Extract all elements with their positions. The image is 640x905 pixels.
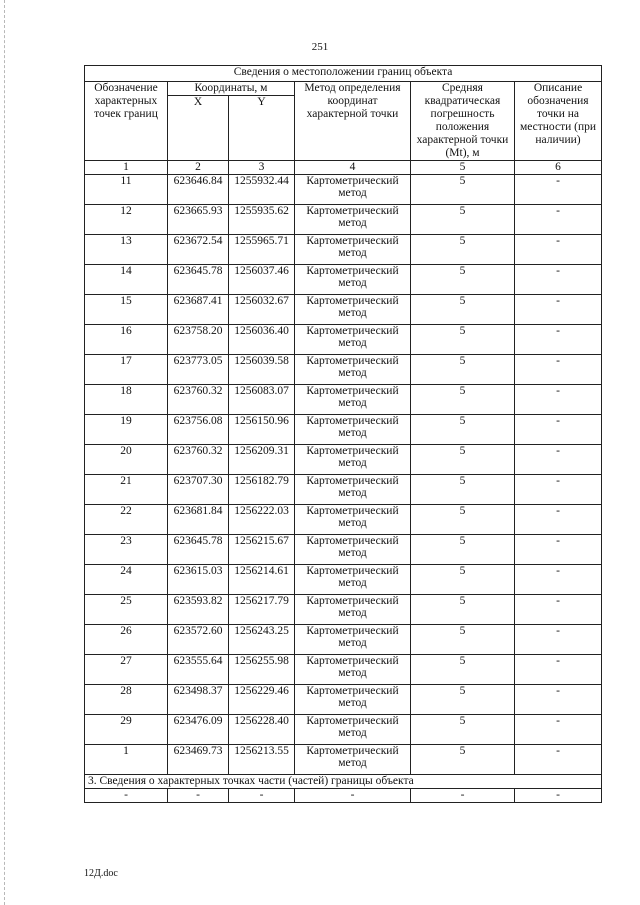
column-number: 2 (168, 161, 229, 175)
error-cell: 5 (411, 745, 515, 775)
x-coordinate-cell: 623645.78 (168, 535, 229, 565)
method-cell: Картометрический метод (295, 625, 411, 655)
error-cell: 5 (411, 595, 515, 625)
y-coordinate-cell: 1256032.67 (229, 295, 295, 325)
x-coordinate-cell: 623572.60 (168, 625, 229, 655)
error-cell: 5 (411, 175, 515, 205)
y-coordinate-cell: 1256213.55 (229, 745, 295, 775)
method-cell: Картометрический метод (295, 385, 411, 415)
error-cell: 5 (411, 535, 515, 565)
section3-cell: - (515, 789, 602, 803)
x-coordinate-cell: 623707.30 (168, 475, 229, 505)
y-coordinate-cell: 1256222.03 (229, 505, 295, 535)
error-cell: 5 (411, 475, 515, 505)
description-cell: - (515, 715, 602, 745)
section3-cell: - (411, 789, 515, 803)
table-row (85, 205, 602, 235)
description-cell: - (515, 295, 602, 325)
method-cell: Картометрический метод (295, 715, 411, 745)
y-coordinate-cell: 1256217.79 (229, 595, 295, 625)
method-cell: Картометрический метод (295, 505, 411, 535)
y-coordinate-cell: 1256083.07 (229, 385, 295, 415)
error-cell: 5 (411, 685, 515, 715)
table-row (85, 655, 602, 685)
error-cell: 5 (411, 415, 515, 445)
method-cell: Картометрический метод (295, 685, 411, 715)
header-method: Метод определения координат характерной точки (295, 82, 411, 161)
point-cell: 28 (85, 685, 168, 715)
method-cell: Картометрический метод (295, 595, 411, 625)
point-cell: 14 (85, 265, 168, 295)
method-cell: Картометрический метод (295, 535, 411, 565)
x-coordinate-cell: 623498.37 (168, 685, 229, 715)
table-row (85, 745, 602, 775)
x-coordinate-cell: 623672.54 (168, 235, 229, 265)
x-coordinate-cell: 623469.73 (168, 745, 229, 775)
column-number-row (85, 161, 602, 175)
description-cell: - (515, 445, 602, 475)
method-cell: Картометрический метод (295, 175, 411, 205)
x-coordinate-cell: 623645.78 (168, 265, 229, 295)
table-row (85, 475, 602, 505)
table-row (85, 505, 602, 535)
table-title: Сведения о местоположении границ объекта (85, 66, 602, 82)
point-cell: 13 (85, 235, 168, 265)
method-cell: Картометрический метод (295, 655, 411, 685)
header-description: Описание обозначения точки на местности (при наличии) (515, 82, 602, 161)
x-coordinate-cell: 623687.41 (168, 295, 229, 325)
section3-title: 3. Сведения о характерных точках части (частей) границы объекта (85, 775, 602, 789)
table-row (85, 175, 602, 205)
method-cell: Картометрический метод (295, 745, 411, 775)
header-coordinates: Координаты, м (168, 82, 295, 96)
description-cell: - (515, 415, 602, 445)
method-cell: Картометрический метод (295, 325, 411, 355)
section3-cell: - (168, 789, 229, 803)
header-point: Обозначение характерных точек границ (85, 82, 168, 161)
x-coordinate-cell: 623758.20 (168, 325, 229, 355)
y-coordinate-cell: 1256214.61 (229, 565, 295, 595)
point-cell: 24 (85, 565, 168, 595)
x-coordinate-cell: 623593.82 (168, 595, 229, 625)
method-cell: Картометрический метод (295, 415, 411, 445)
point-cell: 18 (85, 385, 168, 415)
error-cell: 5 (411, 655, 515, 685)
y-coordinate-cell: 1256039.58 (229, 355, 295, 385)
table-row (85, 715, 602, 745)
section3-cell: - (295, 789, 411, 803)
section3-row (85, 789, 602, 803)
y-coordinate-cell: 1256229.46 (229, 685, 295, 715)
y-coordinate-cell: 1256255.98 (229, 655, 295, 685)
x-coordinate-cell: 623681.84 (168, 505, 229, 535)
scan-edge-line (4, 0, 6, 905)
error-cell: 5 (411, 325, 515, 355)
error-cell: 5 (411, 625, 515, 655)
header-y: Y (229, 96, 295, 161)
description-cell: - (515, 325, 602, 355)
error-cell: 5 (411, 565, 515, 595)
section3-cell: - (85, 789, 168, 803)
table-row (85, 565, 602, 595)
y-coordinate-cell: 1255932.44 (229, 175, 295, 205)
table-row (85, 535, 602, 565)
header-x: X (168, 96, 229, 161)
y-coordinate-cell: 1256215.67 (229, 535, 295, 565)
x-coordinate-cell: 623665.93 (168, 205, 229, 235)
description-cell: - (515, 655, 602, 685)
page-number: 251 (311, 41, 329, 53)
point-cell: 15 (85, 295, 168, 325)
y-coordinate-cell: 1255965.71 (229, 235, 295, 265)
description-cell: - (515, 205, 602, 235)
y-coordinate-cell: 1256209.31 (229, 445, 295, 475)
table-row (85, 685, 602, 715)
point-cell: 20 (85, 445, 168, 475)
method-cell: Картометрический метод (295, 205, 411, 235)
description-cell: - (515, 265, 602, 295)
header-row (85, 82, 602, 96)
section3-cell: - (229, 789, 295, 803)
description-cell: - (515, 625, 602, 655)
column-number: 1 (85, 161, 168, 175)
table-row (85, 385, 602, 415)
x-coordinate-cell: 623760.32 (168, 385, 229, 415)
table-row (85, 295, 602, 325)
description-cell: - (515, 175, 602, 205)
column-number: 5 (411, 161, 515, 175)
method-cell: Картометрический метод (295, 355, 411, 385)
point-cell: 29 (85, 715, 168, 745)
table-row (85, 595, 602, 625)
x-coordinate-cell: 623555.64 (168, 655, 229, 685)
error-cell: 5 (411, 205, 515, 235)
description-cell: - (515, 235, 602, 265)
table-row (85, 445, 602, 475)
y-coordinate-cell: 1256036.40 (229, 325, 295, 355)
method-cell: Картометрический метод (295, 445, 411, 475)
description-cell: - (515, 745, 602, 775)
y-coordinate-cell: 1256243.25 (229, 625, 295, 655)
error-cell: 5 (411, 295, 515, 325)
column-number: 6 (515, 161, 602, 175)
point-cell: 21 (85, 475, 168, 505)
table-row (85, 355, 602, 385)
description-cell: - (515, 535, 602, 565)
description-cell: - (515, 505, 602, 535)
y-coordinate-cell: 1256150.96 (229, 415, 295, 445)
table-title-row (85, 66, 602, 82)
y-coordinate-cell: 1256228.40 (229, 715, 295, 745)
description-cell: - (515, 355, 602, 385)
point-cell: 27 (85, 655, 168, 685)
point-cell: 23 (85, 535, 168, 565)
error-cell: 5 (411, 715, 515, 745)
method-cell: Картометрический метод (295, 475, 411, 505)
point-cell: 12 (85, 205, 168, 235)
method-cell: Картометрический метод (295, 235, 411, 265)
point-cell: 22 (85, 505, 168, 535)
table-row (85, 415, 602, 445)
point-cell: 25 (85, 595, 168, 625)
header-error: Средняя квадратическая погрешность положения характерной точки (Mt), м (411, 82, 515, 161)
section3-title-row (85, 775, 602, 789)
y-coordinate-cell: 1255935.62 (229, 205, 295, 235)
y-coordinate-cell: 1256037.46 (229, 265, 295, 295)
method-cell: Картометрический метод (295, 295, 411, 325)
description-cell: - (515, 385, 602, 415)
x-coordinate-cell: 623756.08 (168, 415, 229, 445)
y-coordinate-cell: 1256182.79 (229, 475, 295, 505)
x-coordinate-cell: 623773.05 (168, 355, 229, 385)
column-number: 3 (229, 161, 295, 175)
method-cell: Картометрический метод (295, 265, 411, 295)
error-cell: 5 (411, 385, 515, 415)
point-cell: 17 (85, 355, 168, 385)
point-cell: 16 (85, 325, 168, 355)
table-row (85, 625, 602, 655)
point-cell: 26 (85, 625, 168, 655)
x-coordinate-cell: 623760.32 (168, 445, 229, 475)
point-cell: 11 (85, 175, 168, 205)
error-cell: 5 (411, 355, 515, 385)
error-cell: 5 (411, 445, 515, 475)
boundary-coordinates-table (84, 65, 602, 803)
table-row (85, 325, 602, 355)
description-cell: - (515, 565, 602, 595)
point-cell: 19 (85, 415, 168, 445)
table-row (85, 235, 602, 265)
error-cell: 5 (411, 235, 515, 265)
method-cell: Картометрический метод (295, 565, 411, 595)
description-cell: - (515, 685, 602, 715)
error-cell: 5 (411, 265, 515, 295)
description-cell: - (515, 595, 602, 625)
x-coordinate-cell: 623615.03 (168, 565, 229, 595)
column-number: 4 (295, 161, 411, 175)
table-row (85, 265, 602, 295)
error-cell: 5 (411, 505, 515, 535)
point-cell: 1 (85, 745, 168, 775)
x-coordinate-cell: 623646.84 (168, 175, 229, 205)
footer-filename: 12Д.doc (84, 868, 118, 879)
description-cell: - (515, 475, 602, 505)
x-coordinate-cell: 623476.09 (168, 715, 229, 745)
